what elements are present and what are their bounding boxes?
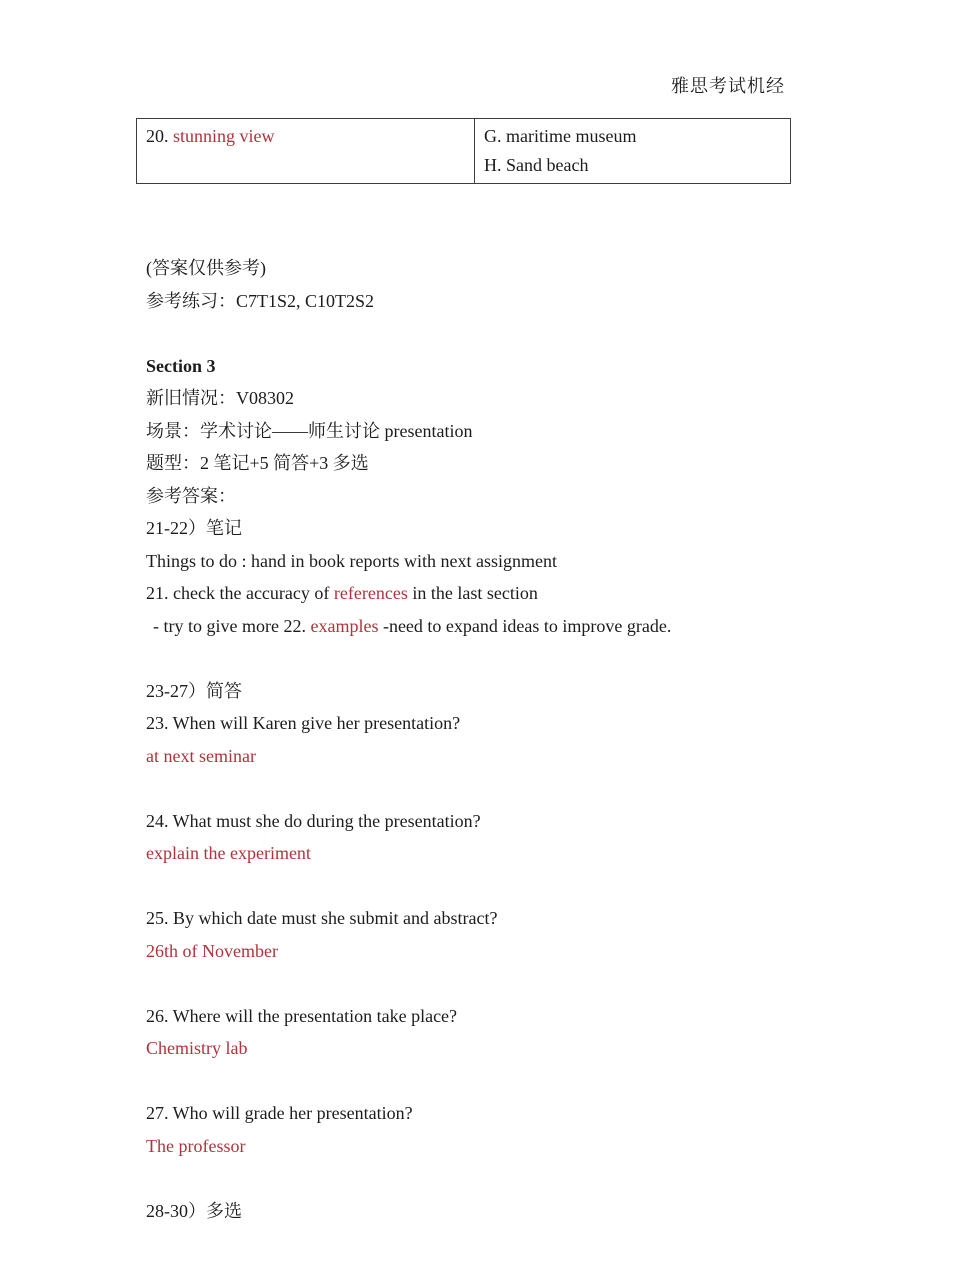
answer-26: Chemistry lab <box>146 1038 248 1058</box>
answer-24: explain the experiment <box>146 843 311 863</box>
answers-disclaimer: (答案仅供参考) <box>146 258 266 278</box>
option-h: H. Sand beach <box>484 155 589 175</box>
q22-answer: examples <box>310 615 379 636</box>
answer-23: at next seminar <box>146 745 256 766</box>
reference-answers-label: 参考答案： <box>146 485 236 506</box>
q22-text-pre: - try to give more 22. <box>153 615 311 636</box>
multi-choice-heading-28-30: 28-30）多选 <box>146 1200 242 1221</box>
table-cell-options <box>475 119 791 184</box>
section3-question-types: 题型：2 笔记+5 简答+3 多选 <box>146 453 369 473</box>
q21-answer: references <box>333 583 408 603</box>
question-26: 26. Where will the presentation take place? <box>146 1005 458 1026</box>
question-24: 24. What must she do during the presentation? <box>146 810 481 831</box>
section3-title: Section 3 <box>146 355 216 376</box>
short-answer-heading-23-27: 23-27）简答 <box>146 680 242 701</box>
question-27: 27. Who will grade her presentation? <box>146 1103 413 1123</box>
question20-answer: stunning view <box>173 126 275 146</box>
q21-text-pre: 21. check the accuracy of <box>146 583 334 603</box>
note-question-21 <box>146 577 790 610</box>
option-g: G. maritime museum <box>484 126 637 146</box>
page-header-title: 雅思考试机经 <box>671 76 785 96</box>
question20-number: 20. <box>146 126 173 146</box>
question-23: 23. When will Karen give her presentation? <box>146 713 461 733</box>
table-row <box>137 119 791 184</box>
document-body <box>146 252 790 1227</box>
question-25: 25. By which date must she submit and abstract? <box>146 908 498 928</box>
table-cell-question20 <box>137 119 475 184</box>
section3-version: 新旧情况：V08302 <box>146 388 294 408</box>
answer-27: The professor <box>146 1135 246 1156</box>
q21-text-post: in the last section <box>407 583 538 603</box>
notes-heading-21-22: 21-22）笔记 <box>146 518 242 538</box>
matching-answers-table <box>136 118 791 184</box>
note-question-22 <box>146 610 790 643</box>
practice-reference: 参考练习：C7T1S2, C10T2S2 <box>146 290 375 311</box>
answer-25: 26th of November <box>146 940 278 961</box>
q22-text-post: -need to expand ideas to improve grade. <box>378 615 672 636</box>
section3-scene: 场景：学术讨论——师生讨论 presentation <box>146 420 473 441</box>
notes-intro-line: Things to do : hand in book reports with next assignment <box>146 550 557 571</box>
